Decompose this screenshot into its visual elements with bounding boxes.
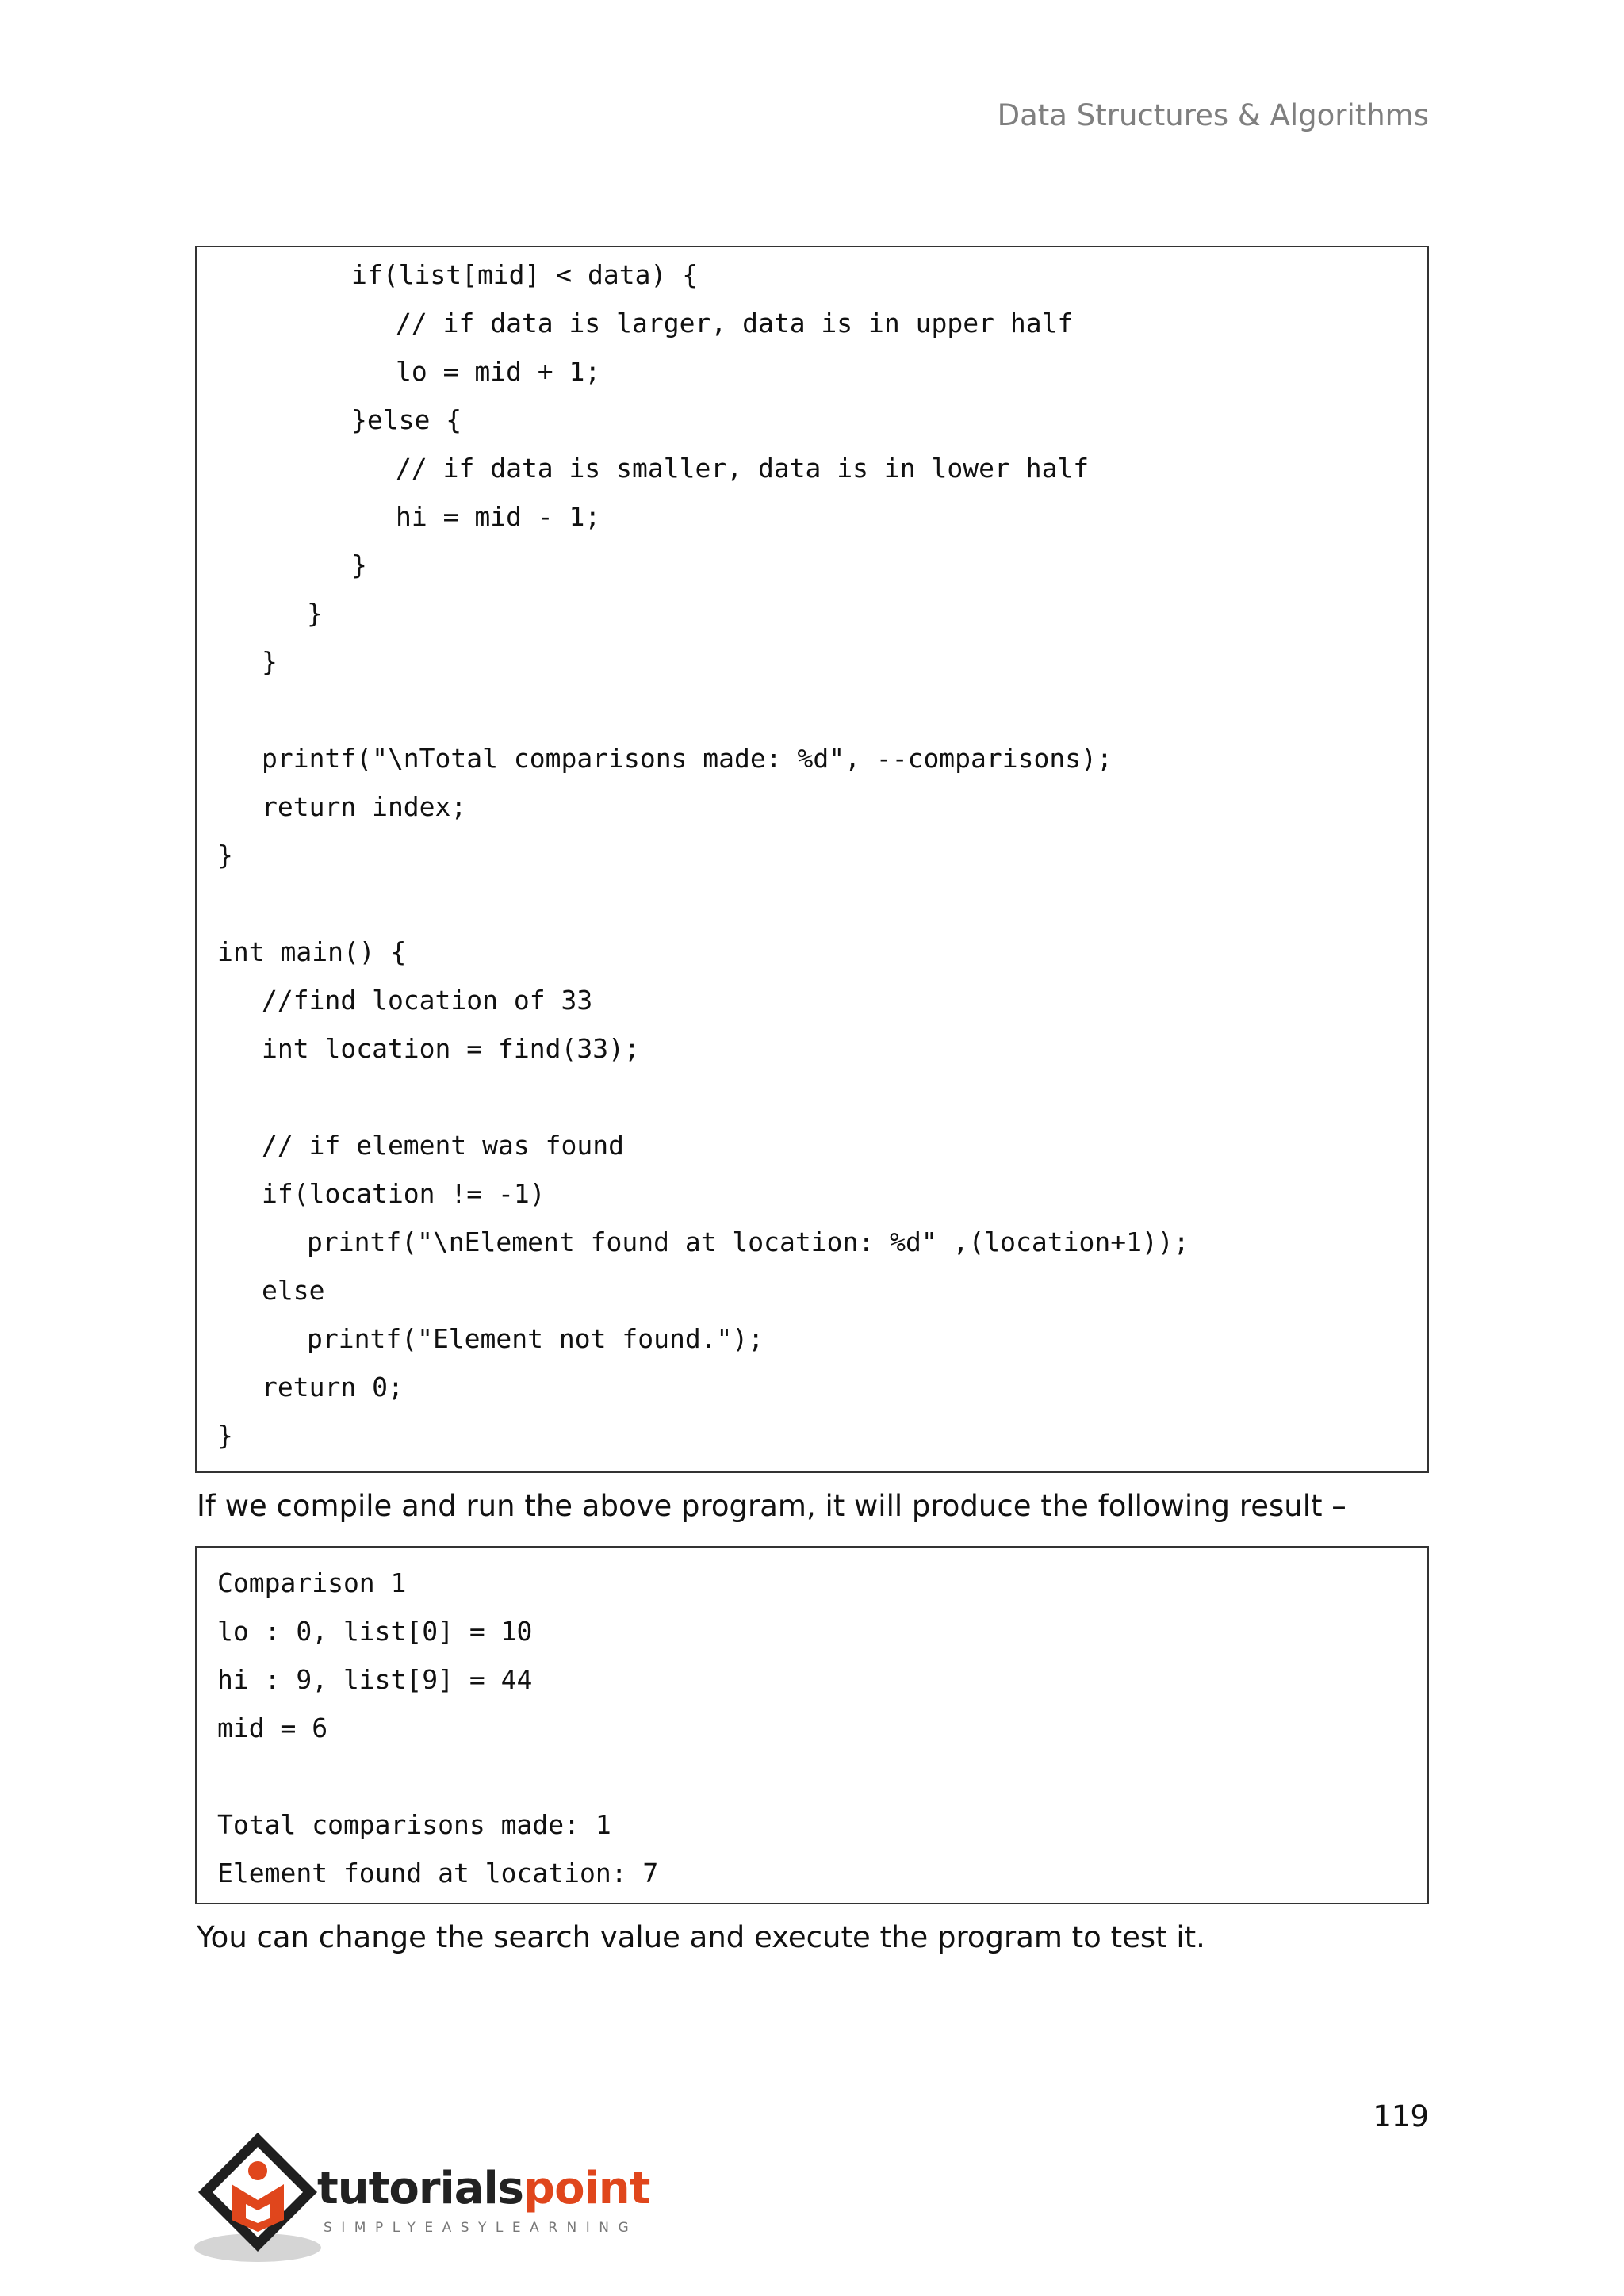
logo-wordmark-part2: point <box>523 2163 650 2214</box>
output-line: mid = 6 <box>217 1712 328 1743</box>
output-line: Total comparisons made: 1 <box>217 1809 611 1840</box>
output-line: Comparison 1 <box>217 1567 407 1598</box>
code-line: // if data is larger, data is in upper half <box>396 308 1074 339</box>
closing-text: You can change the search value and execute the program to test it. <box>197 1920 1205 1954</box>
code-line: return index; <box>262 791 467 822</box>
code-line: } <box>351 549 367 580</box>
code-line: } <box>217 1420 233 1451</box>
code-block <box>195 246 1429 1473</box>
result-intro-text: If we compile and run the above program, it will produce the following result – <box>197 1489 1346 1523</box>
output-line: Element found at location: 7 <box>217 1858 659 1888</box>
code-line: lo = mid + 1; <box>396 356 601 387</box>
header-title: Data Structures & Algorithms <box>997 98 1429 132</box>
tutorialspoint-logo <box>190 2125 650 2267</box>
code-line: return 0; <box>262 1372 404 1402</box>
logo-tagline: SIMPLYEASYLEARNING <box>324 2220 638 2236</box>
code-line: }else { <box>351 404 462 435</box>
output-line: hi : 9, list[9] = 44 <box>217 1664 533 1695</box>
code-line: } <box>307 598 323 629</box>
output-line: lo : 0, list[0] = 10 <box>217 1616 533 1647</box>
output-block <box>195 1546 1429 1904</box>
logo-icon <box>190 2125 325 2267</box>
code-line: if(list[mid] < data) { <box>351 259 699 290</box>
code-line: } <box>217 840 233 871</box>
logo-wordmark <box>317 2163 649 2214</box>
code-line: if(location != -1) <box>262 1178 546 1209</box>
code-line: //find location of 33 <box>262 985 593 1016</box>
code-line: // if data is smaller, data is in lower half <box>396 453 1090 484</box>
page-number: 119 <box>1373 2099 1429 2133</box>
code-line: printf("Element not found."); <box>307 1323 764 1354</box>
logo-wordmark-part1: tutorials <box>317 2163 524 2214</box>
code-line: printf("\nElement found at location: %d" ,(location+1)); <box>307 1226 1189 1257</box>
code-line: } <box>262 646 278 677</box>
code-line: // if element was found <box>262 1130 624 1161</box>
code-line: hi = mid - 1; <box>396 501 601 532</box>
code-line: printf("\nTotal comparisons made: %d", --comparisons); <box>262 743 1113 774</box>
code-line: else <box>262 1275 325 1306</box>
code-line: int main() { <box>217 936 407 967</box>
code-line: int location = find(33); <box>262 1033 640 1064</box>
